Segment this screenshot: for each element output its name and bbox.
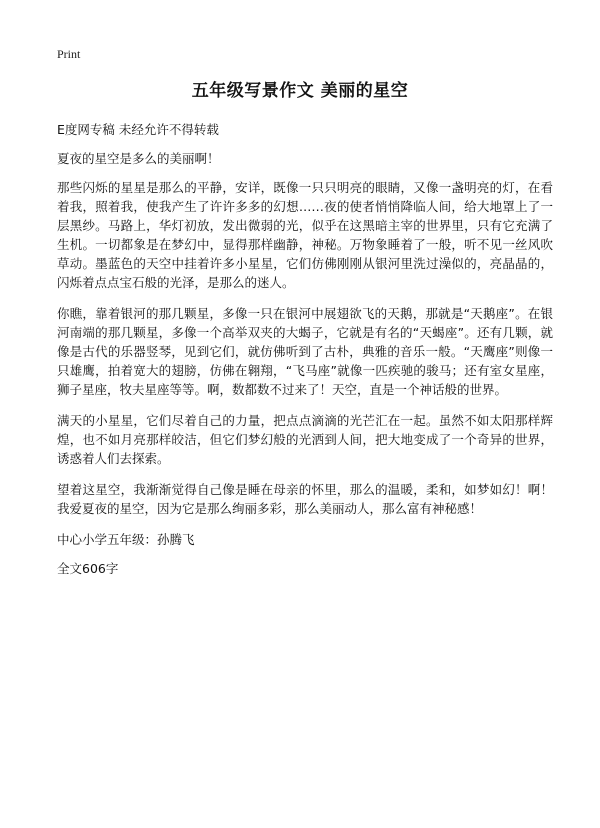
copyright-notice: E度网专稿 未经允许不得转载 xyxy=(57,122,219,137)
paragraph-2: 你瞧，靠着银河的那几颗星，多像一只在银河中展翅欲飞的天鹅，那就是“天鹅座”。在银河南端的那几颗星，多像一个高举双夹的大蝎子，它就是有名的“天蝎座”。还有几颗，就像是古代的乐器竖琴，见到它们，就仿佛听到了古朴，典雅的音乐一般。“天鹰座”则像一只雄鹰，拍着宽大的翅膀，仿佛在翱翔，“飞马座”就像一匹疾驰的骏马；还有室女星座，狮子星座，牧夫星座等等。啊，数都数不过来了！天空，直是一个神话般的世界。 xyxy=(57,306,553,397)
article-title: 五年级写景作文 美丽的星空 xyxy=(191,81,409,101)
article-body xyxy=(57,120,553,578)
intro-sentence: 夏夜的星空是多么的美丽啊！ xyxy=(57,151,220,166)
print-link[interactable]: Print xyxy=(57,47,81,61)
paragraph-1: 那些闪烁的星星是那么的平静，安详，既像一只只明亮的眼睛，又像一盏明亮的灯，在看着我，照着我，使我产生了许许多多的幻想……夜的使者悄悄降临人间，给大地罩上了一层黑纱。马路上，华灯初放，发出微弱的光，似乎在这黑暗主宰的世界里，只有它充满了生机。一切都象是在梦幻中，显得那样幽静，神秘。万物象睡着了一般，听不见一丝风吹草动。墨蓝色的天空中挂着许多小星星，它们仿佛刚刚从银河里洗过澡似的，亮晶晶的，闪烁着点点宝石般的光泽，是那么的迷人。 xyxy=(57,180,553,290)
paragraph-3: 满天的小星星，它们尽着自己的力量，把点点滴滴的光芒汇在一起。虽然不如太阳那样辉煌，也不如月亮那样皎洁，但它们梦幻般的光洒到人间，把大地变成了一个奇异的世界，诱惑着人们去探索。 xyxy=(57,413,553,466)
word-count: 全文606字 xyxy=(57,561,119,576)
author-line: 中心小学五年级：孙腾飞 xyxy=(57,532,195,547)
paragraph-4: 望着这星空，我渐渐觉得自己像是睡在母亲的怀里，那么的温暖，柔和，如梦如幻！啊！我爱夏夜的星空，因为它是那么绚丽多彩，那么美丽动人，那么富有神秘感！ xyxy=(57,482,553,516)
